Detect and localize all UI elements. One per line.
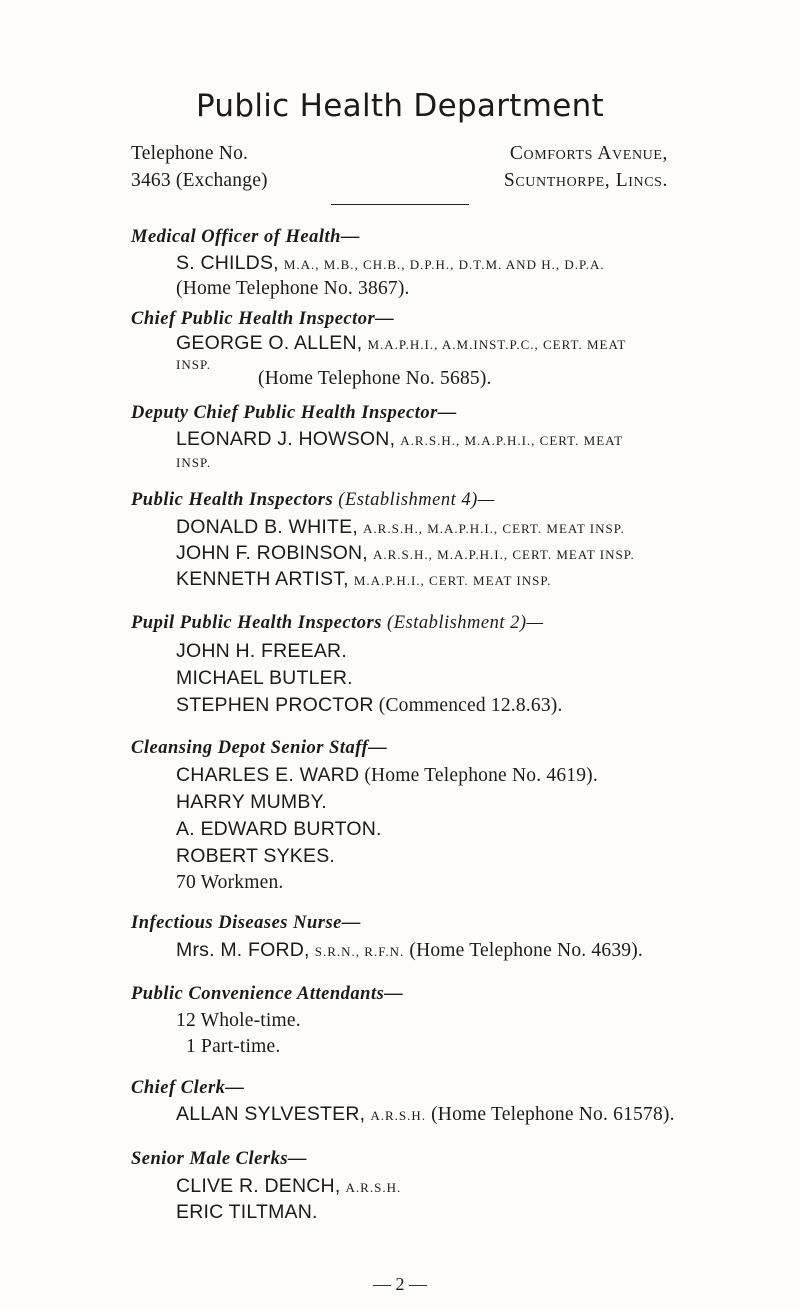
clerk-line [176, 1103, 675, 1126]
nurse-telephone: (Home Telephone No. 4639). [409, 940, 644, 961]
clerk-name: ALLAN SYLVESTER, [176, 1103, 366, 1125]
section-heading-dcphi: Deputy Chief Public Health Inspector— [131, 403, 457, 423]
phi-line-1 [176, 516, 625, 539]
moh-name: S. CHILDS, [176, 252, 279, 274]
dcphi-qualifications-cont: INSP. [176, 455, 211, 470]
moh-telephone: (Home Telephone No. 3867). [176, 278, 410, 299]
section-heading-clerk: Chief Clerk— [131, 1078, 245, 1098]
section-heading-cleansing: Cleansing Depot Senior Staff— [131, 738, 388, 758]
cleansing-workmen: 70 Workmen. [176, 872, 284, 893]
page-title: Public Health Department [195, 88, 605, 124]
cleansing-name-4: ROBERT SYKES. [176, 845, 336, 867]
telephone-label: Telephone No. [131, 143, 249, 164]
nurse-name: Mrs. M. FORD, [176, 939, 310, 961]
section-heading-moh: Medical Officer of Health— [131, 227, 360, 247]
cleansing-name-1: CHARLES E. WARD [176, 764, 360, 786]
phi-line-2 [176, 542, 635, 565]
cphi-name: GEORGE O. ALLEN, [176, 332, 363, 354]
clerk-telephone: (Home Telephone No. 61578). [431, 1104, 675, 1125]
phi-heading-label: Public Health Inspectors [131, 490, 334, 510]
pupil-establishment: (Establishment 2)— [387, 613, 544, 633]
address-line-1: Comforts Avenue, [509, 143, 668, 164]
section-heading-pupil [131, 613, 544, 634]
phi-qualifications-1: A.R.S.H., M.A.P.H.I., CERT. MEAT INSP. [363, 521, 625, 536]
pupil-name-3: STEPHEN PROCTOR [176, 694, 374, 716]
cleansing-name-3: A. EDWARD BURTON. [176, 818, 382, 840]
phi-establishment: (Establishment 4)— [338, 490, 495, 510]
section-heading-phi [131, 490, 495, 511]
cphi-name-line [176, 332, 626, 355]
phi-name-1: DONALD B. WHITE, [176, 516, 358, 538]
header-divider [331, 204, 469, 205]
telephone-number: 3463 (Exchange) [131, 170, 268, 191]
phi-line-3 [176, 568, 551, 591]
dcphi-name-line [176, 428, 623, 451]
senior-qualifications-1: A.R.S.H. [345, 1180, 402, 1195]
nurse-line [176, 939, 643, 962]
clerk-qualifications: A.R.S.H. [370, 1108, 427, 1123]
moh-qualifications: M.A., M.B., CH.B., D.P.H., D.T.M. AND H., D.P.A. [283, 257, 605, 272]
pupil-commenced: (Commenced 12.8.63). [378, 695, 563, 716]
phi-name-3: KENNETH ARTIST, [176, 568, 349, 590]
phi-qualifications-2: A.R.S.H., M.A.P.H.I., CERT. MEAT INSP. [373, 547, 635, 562]
dcphi-qualifications: A.R.S.H., M.A.P.H.I., CERT. MEAT [400, 433, 624, 448]
senior-name-1: CLIVE R. DENCH, [176, 1175, 341, 1197]
cphi-qualifications-cont: INSP. [176, 357, 211, 372]
phi-name-2: JOHN F. ROBINSON, [176, 542, 368, 564]
convenience-part-time: 1 Part-time. [186, 1036, 281, 1057]
nurse-qualifications: S.R.N., R.F.N. [314, 944, 405, 959]
senior-name-2: ERIC TILTMAN. [176, 1201, 318, 1223]
cphi-telephone: (Home Telephone No. 5685). [258, 368, 492, 389]
pupil-name-2: MICHAEL BUTLER. [176, 667, 353, 689]
dcphi-name: LEONARD J. HOWSON, [176, 428, 396, 450]
cleansing-name-2: HARRY MUMBY. [176, 791, 327, 813]
moh-name-line [176, 252, 605, 275]
cleansing-telephone: (Home Telephone No. 4619). [364, 765, 598, 786]
section-heading-senior: Senior Male Clerks— [131, 1149, 308, 1169]
cleansing-line-1 [176, 764, 598, 787]
pupil-heading-label: Pupil Public Health Inspectors [131, 613, 382, 633]
phi-qualifications-3: M.A.P.H.I., CERT. MEAT INSP. [353, 573, 552, 588]
address-line-2: Scunthorpe, Lincs. [503, 170, 668, 191]
section-heading-nurse: Infectious Diseases Nurse— [131, 913, 361, 933]
convenience-whole-time: 12 Whole-time. [176, 1010, 301, 1031]
section-heading-cphi: Chief Public Health Inspector— [131, 309, 395, 329]
senior-line-1 [176, 1175, 401, 1198]
page-number: — 2 — [373, 1274, 427, 1294]
section-heading-convenience: Public Convenience Attendants— [131, 984, 404, 1004]
cphi-qualifications: M.A.P.H.I., A.M.INST.P.C., CERT. MEAT [367, 337, 627, 352]
pupil-line-3 [176, 694, 563, 717]
pupil-name-1: JOHN H. FREEAR. [176, 640, 347, 662]
